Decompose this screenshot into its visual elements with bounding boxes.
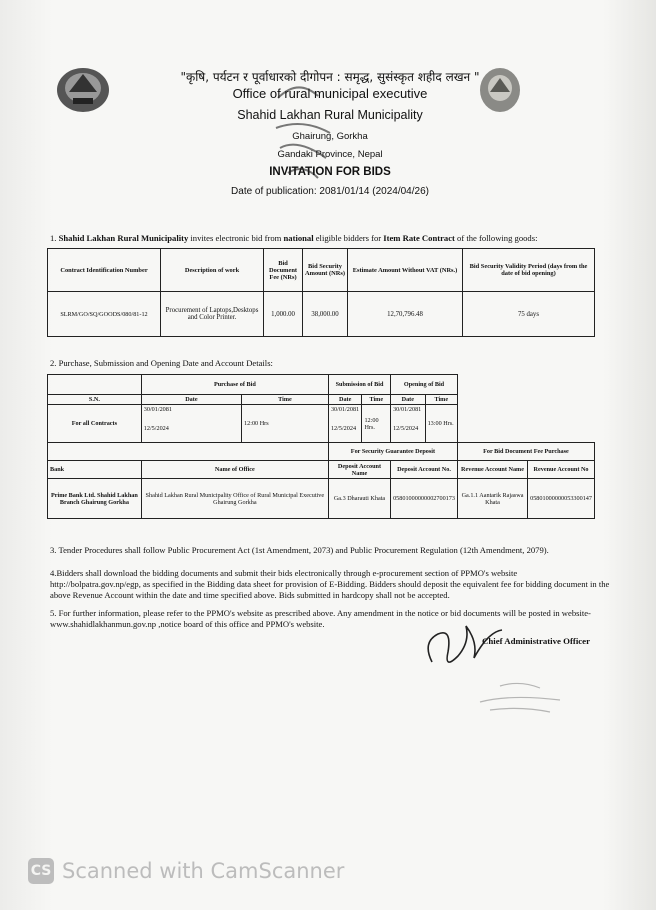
publication-date: Date of publication: 2081/01/14 (2024/04/26) [231,186,429,197]
motto: "कृषि, पर्यटन र पूर्वाधारको दीगोपन : समृद्ध, सुसंस्कृत शहीद लखन " [180,70,480,84]
scanner-watermark: Scanned with CamScanner [62,859,345,883]
document-title: INVITATION FOR BIDS [269,166,391,178]
blank-cell [457,375,594,395]
cell-contract-id: SLRM/GO/SQ/GOODS/080/81-12 [48,292,161,337]
table-row [48,405,595,443]
date-header: Date [328,395,362,405]
table-row [48,375,595,395]
table-row [48,443,595,461]
submission-header: Submission of Bid [328,375,390,395]
purchase-date-bs: 30/01/2081 [143,406,172,413]
submission-time: 12:00 Hrs. [362,405,391,443]
sn-header: S.N. [48,395,142,405]
purchase-header: Purchase of Bid [141,375,328,395]
opening-time: 13:00 Hrs. [425,405,457,443]
all-contracts-label: For all Contracts [48,405,142,443]
cell-bid-fee: 1,000.00 [264,292,303,337]
paragraph-4: 4.Bidders shall download the bidding documents and submit their bids electronically through e-procurement section of PPMO's website http://bolpatra.gov.np/egp, as specified in the Bidding data sheet for provision of E-Bidding. Bidders should deposit the equivalent fee for bidding document in the above Revenue Account within the date and time specified above. Bids submitted in hardcopy shall not be accepted. [50,568,610,600]
table-row [48,461,595,479]
deposit-name-header: Deposit Account Name [328,461,390,479]
table-row [48,395,595,405]
cell-description: Procurement of Laptops,Desktops and Color Printer. [161,292,264,337]
purchase-date-cell [141,405,241,443]
paragraph-5: 5. For further information, please refer to the PPMO's website as prescribed above. Any amendment in the notice or bid documents will be posted in website- www.shahidlakhanmun.gov.np ,notice board of this office and PPMO's website. [50,608,591,629]
header-validity: Bid Security Validity Period (days from the date of bid opening) [463,249,595,292]
camscanner-logo-icon: CS [28,858,54,884]
office-header: Name of Office [141,461,328,479]
paragraph-3: 3. Tender Procedures shall follow Public Procurement Act (1st Amendment, 2073) and Public Procurement Regulation (12th Amendment, 2079). [50,545,549,555]
blank-cell [48,375,142,395]
purchase-time: 12:00 Hrs [242,405,329,443]
header-bid-fee: Bid Document Fee (NRs) [264,249,303,292]
nepal-emblem-icon [55,62,111,114]
bank-value: Prime Bank Ltd. Shahid Lakhan Branch Ghairung Gorkha [48,479,142,519]
header-contract-id: Contract Identification Number [48,249,161,292]
blank-cell [48,443,329,461]
schedule-table [47,374,595,519]
security-header: For Security Guarantee Deposit [328,443,457,461]
header-estimate: Estimate Amount Without VAT (NRs.) [348,249,463,292]
municipality-name: Shahid Lakhan Rural Municipality [237,108,423,122]
table-row [48,292,595,337]
time-header: Time [362,395,391,405]
office-title: Office of rural municipal executive [232,86,428,101]
deposit-no-header: Deposit Account No. [391,461,458,479]
deposit-name-value: Ga.3 Dharauti Khata [328,479,390,519]
office-value: Shahid Lakhan Rural Municipality Office of Rural Municipal Executive Ghairung Gorkha [141,479,328,519]
header-bid-security: Bid Security Amount (NRs) [303,249,348,292]
contract-table [47,248,595,337]
time-header: Time [242,395,329,405]
header-description: Description of work [161,249,264,292]
fee-purchase-header: For Bid Document Fee Purchase [457,443,594,461]
signatory-title: Chief Administrative Officer [482,636,590,646]
opening-date-cell [391,405,426,443]
cell-bid-security: 38,000.00 [303,292,348,337]
location: Ghairung, Gorkha [292,131,368,142]
province: Gandaki Province, Nepal [277,149,383,160]
revenue-name-value: Ga.1.1 Aantarik Rajaswa Khata [457,479,527,519]
section-2-heading: 2. Purchase, Submission and Opening Date and Account Details: [50,358,273,368]
table-header-row [48,249,595,292]
intro-paragraph: 1. Shahid Lakhan Rural Municipality invites electronic bid from national eligible bidders for Item Rate Contract of the following goods: [50,233,538,243]
opening-date-ad: 12/5/2024 [393,425,419,432]
cell-estimate: 12,70,796.48 [348,292,463,337]
purchase-date-ad: 12/5/2024 [143,425,169,432]
cell-validity: 75 days [463,292,595,337]
opening-header: Opening of Bid [391,375,458,395]
deposit-no-value: 05801000000002700173 [391,479,458,519]
opening-date-bs: 30/01/2081 [393,406,422,413]
time-header: Time [425,395,457,405]
submission-date-ad: 12/5/2024 [330,425,357,432]
date-header: Date [391,395,426,405]
bank-header: Bank [48,461,142,479]
date-header: Date [141,395,241,405]
revenue-no-value: 05801000000053300147 [528,479,595,519]
faded-stamp-icon [470,676,570,716]
submission-date-bs: 30/01/2081 [330,406,360,413]
submission-date-cell [328,405,362,443]
revenue-name-header: Revenue Account Name [457,461,527,479]
revenue-no-header: Revenue Account No [528,461,595,479]
blank-cell [457,395,594,405]
office-stamp-icon [268,78,338,188]
table-row [48,479,595,519]
blank-cell [457,405,594,443]
